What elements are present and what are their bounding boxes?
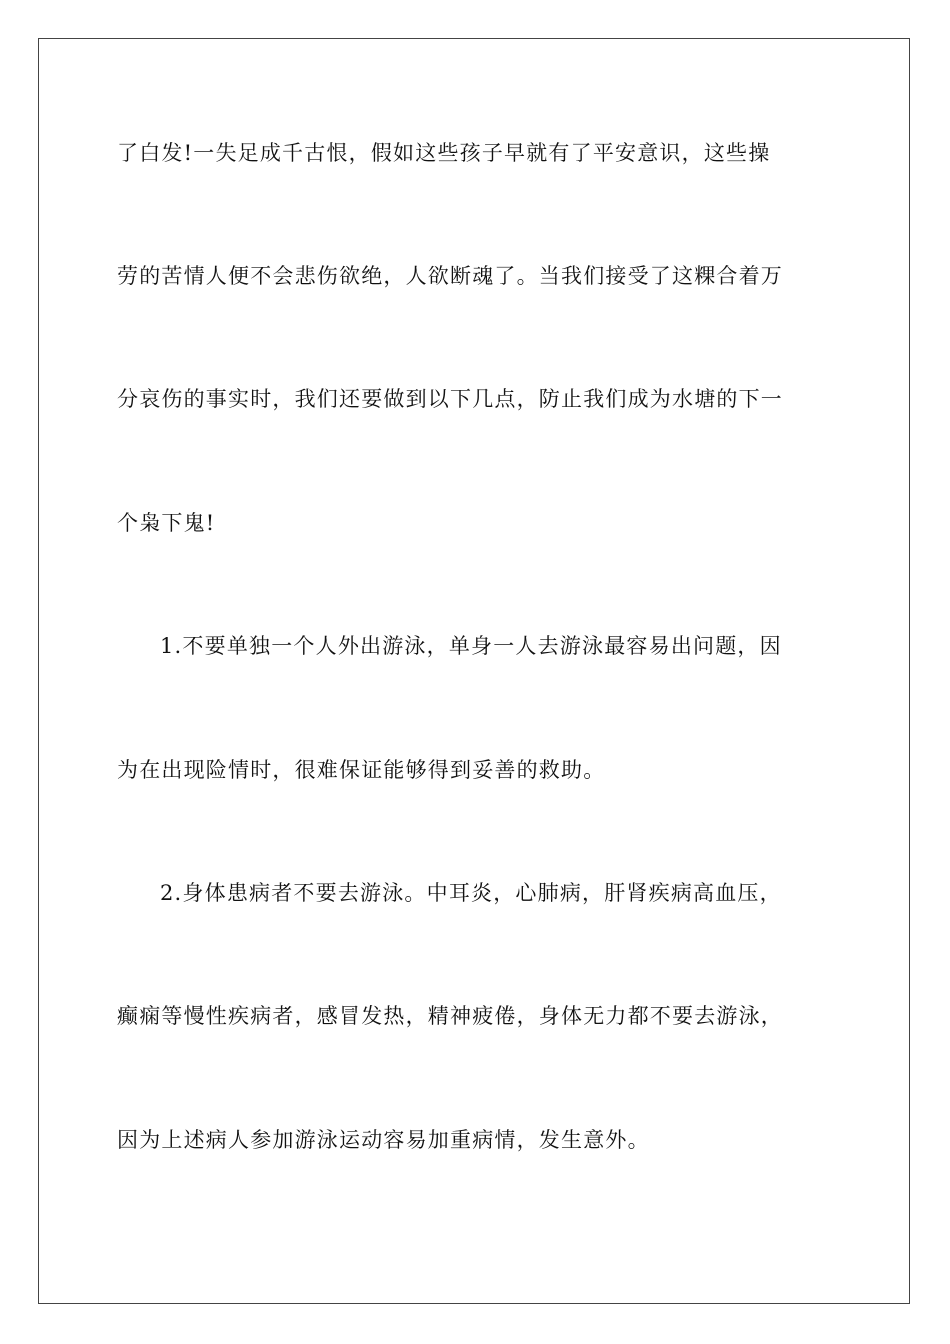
list-item-1-line: 为在出现险情时，很难保证能够得到妥善的救助。 [117,758,606,782]
paragraph-line: 了白发!一失足成千古恨，假如这些孩子早就有了平安意识，这些操 [117,141,771,165]
paragraph-line: 分哀伤的事实时，我们还要做到以下几点，防止我们成为水塘的下一 [117,387,783,411]
list-item-1-line: 1.不要单独一个人外出游泳，单身一人去游泳最容易出问题，因 [160,634,782,658]
paragraph-line: 劳的苦情人便不会悲伤欲绝，人欲断魂了。当我们接受了这粿合着万 [117,264,783,288]
list-item-2-line: 因为上述病人参加游泳运动容易加重病情，发生意外。 [117,1128,650,1152]
paragraph-line: 个枭下鬼! [117,511,216,535]
list-item-2-line: 癫痫等慢性疾病者，感冒发热，精神疲倦，身体无力都不要去游泳， [117,1004,783,1028]
list-item-2-line: 2.身体患病者不要去游泳。中耳炎，心肺病，肝肾疾病高血压， [160,881,782,905]
page-border [38,38,910,1304]
